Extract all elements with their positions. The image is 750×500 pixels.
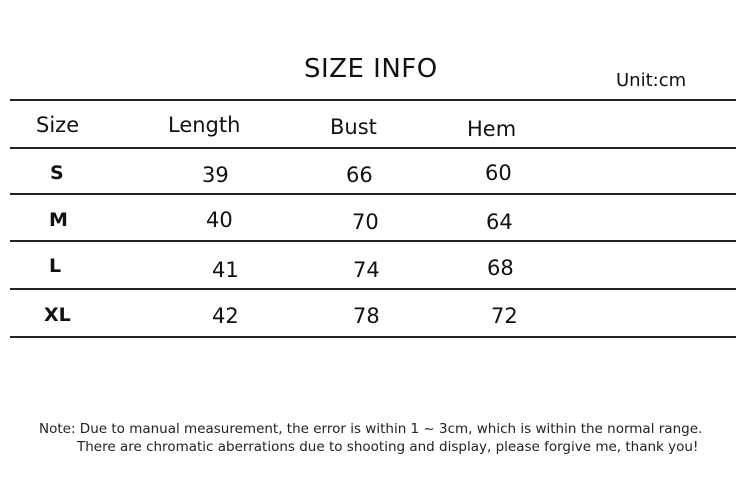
- note-line-2: There are chromatic aberrations due to shooting and display, please forgive me, thank you!: [77, 439, 699, 455]
- header-bust: Bust: [330, 115, 377, 139]
- size-cell: XL: [44, 304, 71, 326]
- bust-cell: 66: [346, 163, 373, 187]
- table-top-rule: [10, 99, 736, 101]
- row-rule: [10, 288, 736, 290]
- length-cell: 40: [206, 208, 233, 232]
- chart-title: SIZE INFO: [304, 54, 438, 84]
- header-rule: [10, 147, 736, 149]
- bust-cell: 74: [353, 258, 380, 282]
- length-cell: 41: [212, 258, 239, 282]
- note-line-1: Note: Due to manual measurement, the error is within 1 ~ 3cm, which is within the normal range.: [39, 421, 703, 437]
- row-rule: [10, 240, 736, 242]
- bust-cell: 78: [353, 304, 380, 328]
- unit-label: Unit:cm: [616, 70, 687, 91]
- header-size: Size: [36, 113, 80, 137]
- bust-cell: 70: [352, 210, 379, 234]
- length-cell: 39: [202, 163, 229, 187]
- size-cell: M: [49, 209, 68, 231]
- size-cell: L: [49, 255, 62, 277]
- hem-cell: 68: [487, 256, 514, 280]
- header-hem: Hem: [467, 117, 517, 141]
- table-bottom-rule: [10, 336, 736, 338]
- length-cell: 42: [212, 304, 239, 328]
- hem-cell: 72: [491, 304, 518, 328]
- hem-cell: 60: [485, 161, 512, 185]
- size-cell: S: [50, 162, 64, 184]
- header-length: Length: [168, 113, 241, 137]
- row-rule: [10, 193, 736, 195]
- hem-cell: 64: [486, 210, 513, 234]
